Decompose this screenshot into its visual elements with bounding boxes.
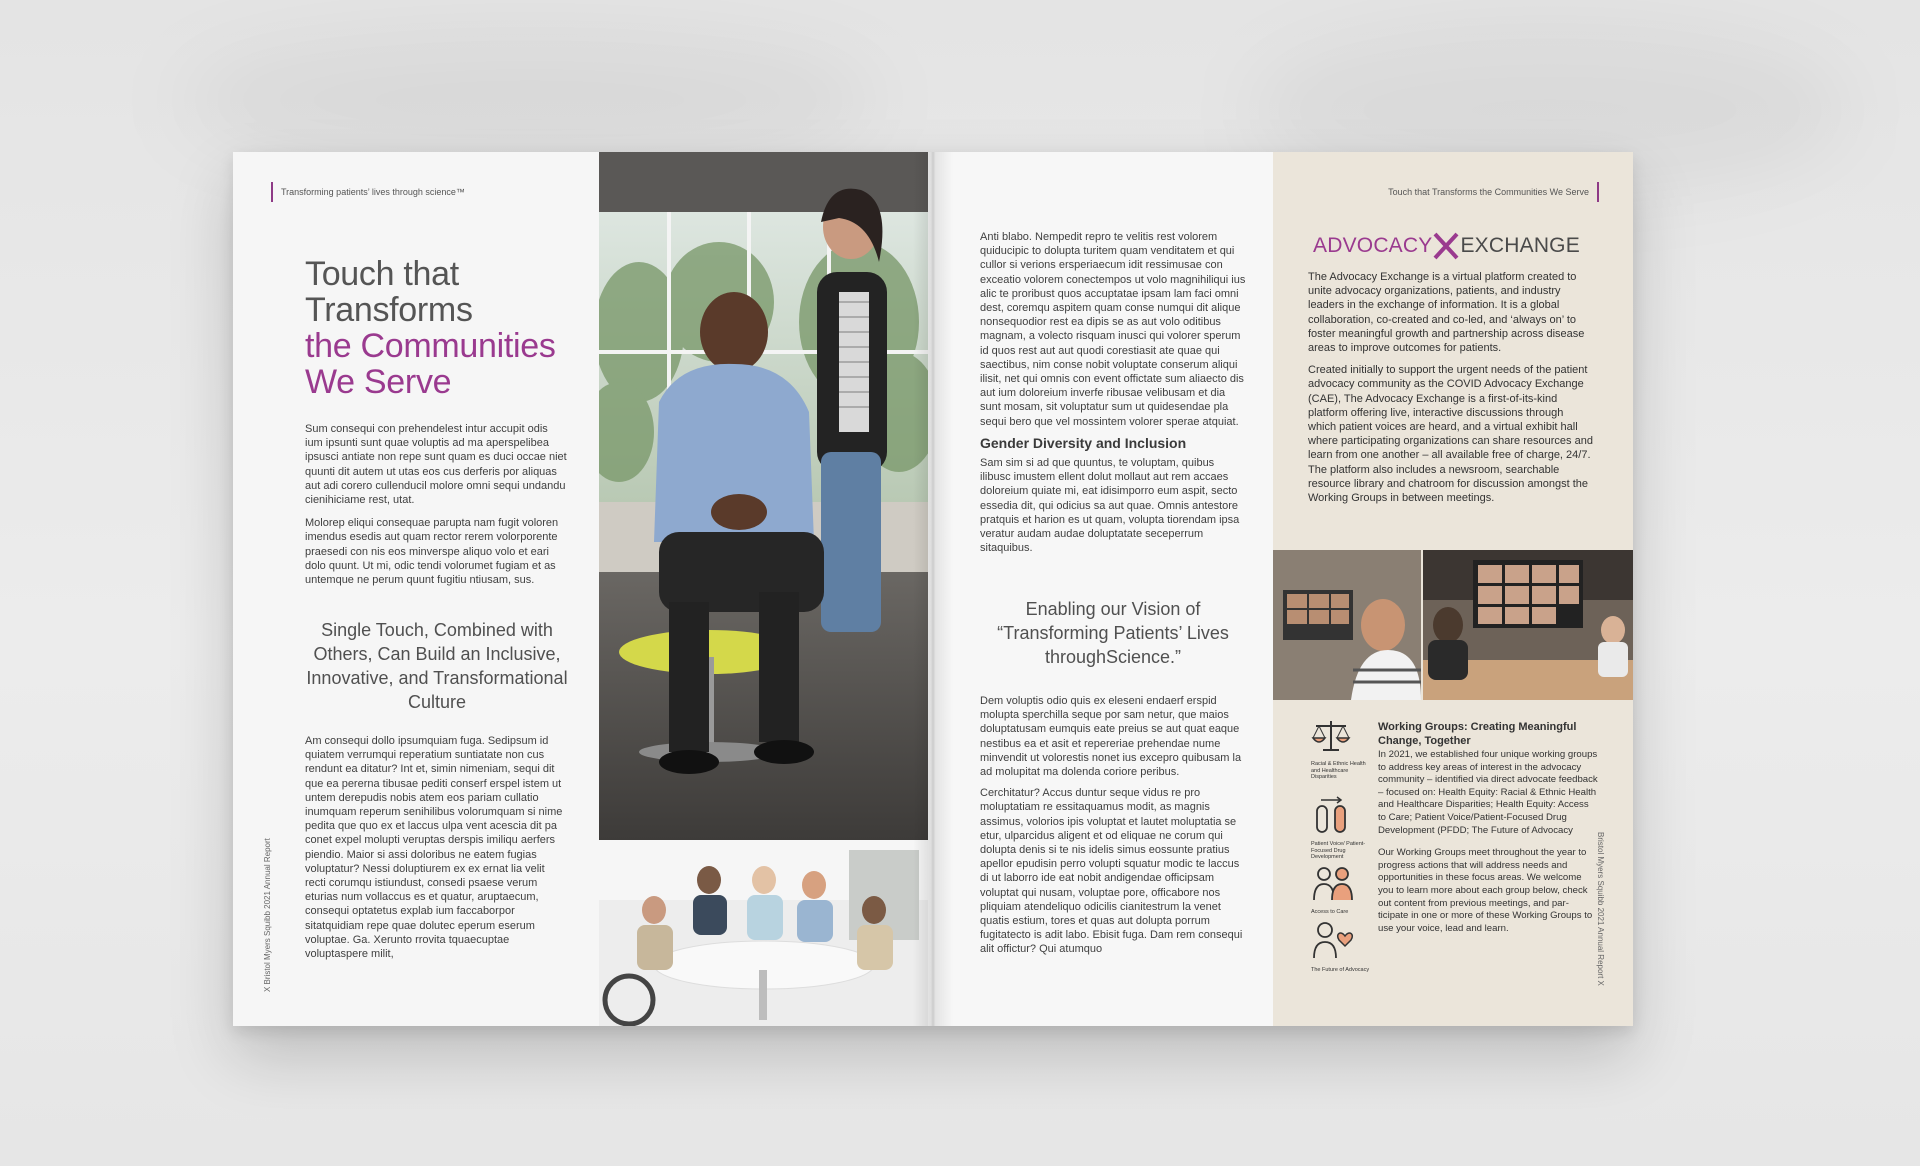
icon-group-racial-ethnic (1311, 718, 1371, 781)
person-heart-icon (1311, 920, 1355, 960)
advocacy-exchange-panel (1273, 152, 1633, 1026)
advocacy-exchange-logo (1313, 232, 1580, 260)
icon-caption-4: The Future of Advocacy (1311, 967, 1370, 973)
working-groups-paragraph-2: Our Working Groups meet throughout the year to progress actions that will address needs and opportunities in these focus areas. We welcome you to learn more about each group below, check out content from previous meetings, and par-ticipate in one or more of these Working Groups to use your voice, lead and learn. (1378, 847, 1593, 934)
subhead: Single Touch, Combined with Others, Can Build an Inclusive, Innovative, and Transformational Culture (306, 620, 568, 712)
folio-right (1593, 832, 1609, 992)
body-text (305, 734, 567, 970)
right-paragraph-1: Anti blabo. Nempedit repro te velitis rest volorem quiducipic to dolupta turitem quam venditatem et qui cullor si verions ersperiaecum idit ressimusae con exceatio volorem conectempos ut volo magnihiliqui ius alic te proribust quos accuptatae ipsam lam faci omni dest, coremqu aspitem quam conse numqui dit alique nonsequodior rest ea dipis se as aut volo oditibus magnam, a volecto risquam inusci qui volorer sperum id quos rest aut aut quodi corestiasit ate quae qui saectibus, nim conse nobit voluptate conserum aliqui ilisit, net qui omnis con event offictate sum aliaecto dis aut ium doloreium inverfe ribusae velibusam et dia sunt mosam, sit voluptatur sum ut quidesendae pla sequi bero que vel mossintem volorer sperae atquiat. (980, 231, 1246, 428)
icon-caption-2: Patient Voice/ Patient-Focused Drug Development (1311, 841, 1366, 860)
working-groups-title: Working Groups: Creating Meaningful Change, Together (1378, 721, 1577, 747)
right-paragraph-3: Dem voluptis odio quis ex eleseni endaerf erspid molupta sperchilla seque por sam netur, que maios doluptatusam eumquis eate preius se aut quat eaque nestibus ea et asit et repereriae prehendae nume minvendit ut volorestis nonet ius excepro quibusam la ad molupitat ma dolenda coriore peribus. (980, 695, 1242, 779)
meeting-photo (599, 840, 928, 1026)
folio-left-text: X Bristol Myers Squibb 2021 Annual Report (263, 838, 272, 992)
folio-left (258, 832, 274, 992)
running-head-right: Touch that Transforms the Communities We Serve (1388, 182, 1599, 202)
headline-line2: Transforms (305, 291, 473, 329)
left-page (233, 152, 928, 1026)
headline-line1: Touch that (305, 255, 459, 293)
folio-right-text: Bristol Myers Squibb 2021 Annual Report X (1596, 832, 1605, 986)
video-call-photo-1 (1273, 550, 1421, 700)
test-tubes-icon (1311, 796, 1351, 834)
right-column-top (980, 230, 1246, 562)
people-icon (1311, 864, 1355, 902)
right-paragraph-2: Sam sim si ad que quuntus, te voluptam, quibus ilibusc imustem ellent dolut mollaut aut rem accaes doloreium quiate mi, eat idisimporro eum aspit, secto essedia dit, qui odicius sa aut quae. Omnis antestore pratquis et harion es ut quam, volupta tiorendam ipsa veratur audam audae doluptatate seceperrum sitaquibus. (980, 457, 1240, 555)
working-groups-paragraph-1: In 2021, we established four unique working groups to address key areas of interest in the advocacy community – identified via direct advocate feedback – focused on: Health Equity: Racial & Ethnic Health and Healthcare Disparities; Health Equity: Access to Care; Patient Voice/Patient-Focused Drug Development (PFDD; The Future of Advocacy (1378, 749, 1598, 836)
logo-advocacy-text: ADVOCACY (1313, 234, 1433, 257)
pull-quote: Enabling our Vision of “Transforming Patients’ Lives throughScience.” (997, 599, 1229, 667)
body-paragraph-3: Am consequi dollo ipsumquiam fuga. Sedipsum id quiatem verrumqui reperatium suntiatate non cus rendunt ea ditatur? Int et, simin nimeniam, sequi dit que ea pererna tibusae pediti conserf erspel istem ut untem derepudis nobis atem eos pariam cullatio inumquam reperum senihilibus volorumquam si nime pedita que quo ex et laccus ulpa vent acescia dit pa conet expel molupti veruptas derspis imiliqu aerfers piendio. Maior si assi doloribus ne eatem fugias voluptatur? Nessi doluptiurem ex ex ernat lia velit recti corumqu istiundust, consedi psaese verum eturias num vollaccus es et quatur, aruptaecum, consequi optatetus explab ium faccaborpor sitatquidiam repe quae dolutec eperum eserum voluptae. Ga. Xerunto rrovita tquaecuptae voluptaspere milit, (305, 735, 563, 961)
icon-group-future-of-advocacy (1311, 920, 1371, 974)
video-call-photo-2 (1423, 550, 1633, 700)
right-column-bottom (980, 694, 1246, 964)
right-paragraph-4: Cerchitatur? Accus duntur seque vidus re pro moluptatiam re essitaquamus modit, as magnis assimus, volorios ipis voluptat et lautet moluptatia se etur, ulparcidus aligent et od eliquae ne corum qui dolupta denis si te nis idelis simus eossunte pratius apellor epudisin perro volupti squatur modic te laccus di ut laborro ide eat nobit andigendae officipsam voluptat qui nusam, voluptae pore, officabore nos pliquiam atendeliquo odicilis cianitestrum la venet quatis estium, tores et quas aut dolupta porrum fugitatecto is adit labo. Ebisit fuga. Dam rem consequi alit offictur? Qui atumquo (980, 787, 1243, 956)
icon-group-patient-voice (1311, 796, 1371, 861)
running-head-left: Transforming patients’ lives through science™ (271, 182, 465, 202)
icon-caption-3: Access to Care (1311, 909, 1349, 915)
working-groups (1378, 720, 1598, 935)
headline-accent2: We Serve (305, 363, 452, 401)
panel-paragraph-2: Created initially to support the urgent needs of the patient advocacy community as the COVID Advocacy Exchange (CAE), The Advocacy Exchange is a first-of-its-kind platform offering live, interactive discussions through which patient voices are heard, and a virtual exhibit hall where participating organizations can share resources and learn from one another – all available free of charge, 24/7. The platform also includes a newsroom, searchable resource library and chatroom for discussion amongst the Working Groups in between meetings. (1308, 364, 1593, 505)
intro-paragraph-2: Molorep eliqui consequae parupta nam fugit voloren imendus esedis aut quam rector rerem volorporente praesedi con nis eos minverspe aliquo volo et eari dolo quunt. Ut mi, odic tendi volorumet fugiam et as untemque ne perum quunt fugitiu ntiusam, sus. (305, 517, 559, 587)
icon-group-access-to-care (1311, 864, 1371, 916)
right-page (928, 152, 1633, 1026)
magazine-spread (233, 152, 1633, 1026)
page-title (305, 256, 595, 400)
intro-paragraph-1: Sum consequi con prehendelest intur accupit odis ium ipsunti sunt quae voluptis ad ma aperspelibea ipsusci antiate non repe sunt quam es duci occae niet quunti dit autem ut utas eos cus derferis por aliquas aut adi corero cullenducil molore omni sequi undandu cienihiciame rest, utat. (305, 423, 567, 507)
headline-accent1: the Communities (305, 327, 556, 365)
logo-exchange-text: EXCHANGE (1460, 234, 1580, 257)
scales-icon (1311, 718, 1351, 754)
intro-text (305, 422, 567, 596)
logo-x-icon (1433, 232, 1459, 260)
icon-caption-1: Racial & Ethnic Health and Healthcare Disparities (1311, 761, 1366, 780)
section-heading-gender-diversity: Gender Diversity and Inclusion (980, 434, 1187, 451)
panel-paragraph-1: The Advocacy Exchange is a virtual platform created to unite advocacy organizations, patients, and industry leaders in the exchange of information. It is a global collaboration, co-created and co-led, and ‘always on’ to foster meaningful growth and partnership across disease areas to improve outcomes for patients. (1308, 271, 1585, 355)
panel-intro (1308, 270, 1593, 505)
hero-photo (599, 152, 928, 840)
